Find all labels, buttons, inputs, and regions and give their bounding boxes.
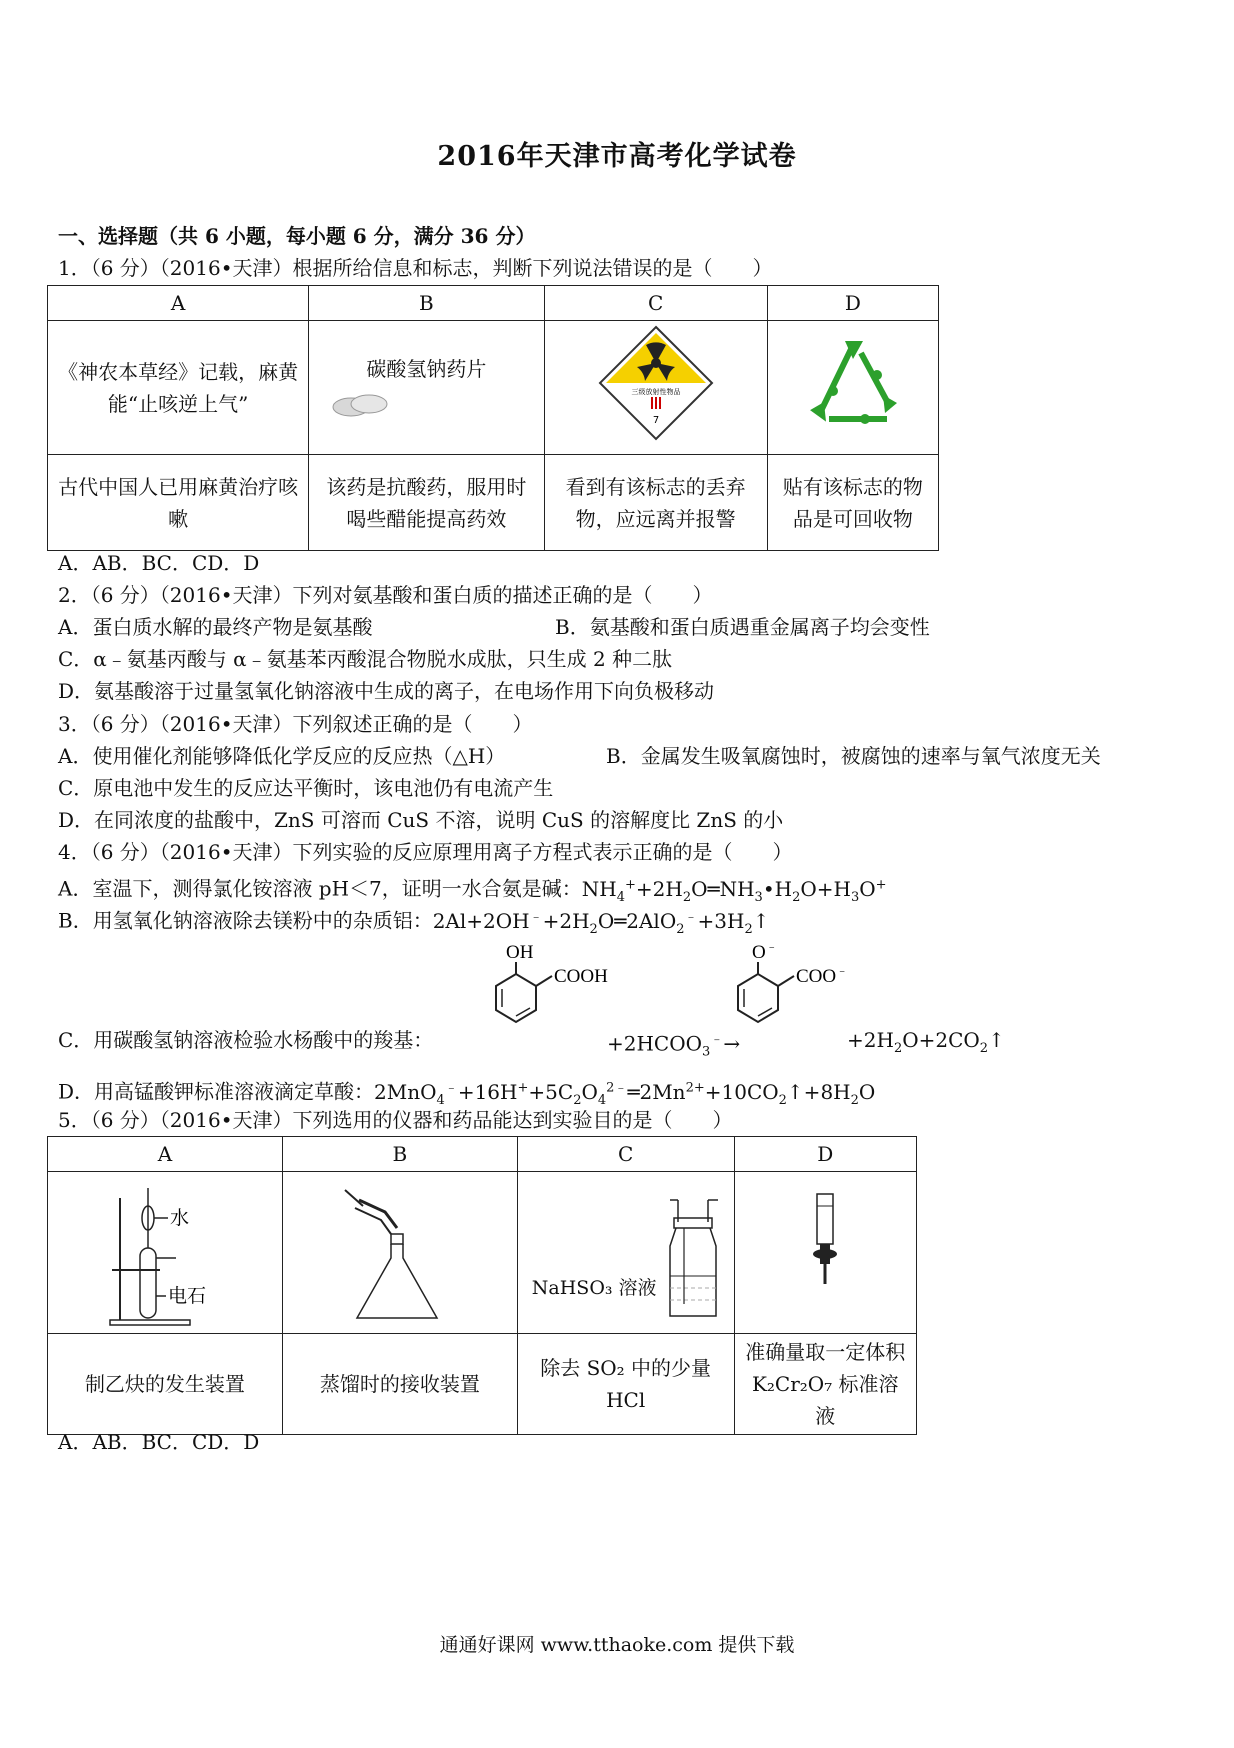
salicylic-acid-structure bbox=[466, 944, 616, 1034]
q5-header-b: B bbox=[282, 1137, 517, 1172]
q1-cell-b-claim: 该药是抗酸药，服用时喝些醋能提高药效 bbox=[309, 455, 544, 551]
q4-d-text: D．用高锰酸钾标准溶液滴定草酸： bbox=[58, 1079, 375, 1104]
nahso3-label: NaHSO₃ 溶液 bbox=[531, 1277, 657, 1299]
q1-cell-b-info bbox=[309, 321, 544, 455]
q1-header-b: B bbox=[309, 286, 544, 321]
q5-cell-c-figure bbox=[517, 1172, 734, 1334]
q1-options: A．AB．BC．CD．D bbox=[58, 551, 260, 575]
q4-c-reagent: $+2HCOO_3^﹣\to$ bbox=[607, 1031, 741, 1060]
q4-c-text: C．用碳酸氢钠溶液检验水杨酸中的羧基： bbox=[58, 1028, 434, 1052]
phenoxide-label: O﹣ bbox=[752, 944, 778, 963]
hydroxyl-label: OH bbox=[506, 944, 534, 963]
q2-option-b: B．氨基酸和蛋白质遇重金属离子均会变性 bbox=[555, 615, 930, 639]
q1-table bbox=[47, 285, 939, 551]
q1-header-c: C bbox=[544, 286, 767, 321]
q4-option-b bbox=[58, 903, 770, 944]
q5-cell-d-purpose: 准确量取一定体积 K₂Cr₂O₇ 标准溶液 bbox=[734, 1334, 916, 1435]
q4-option-c bbox=[58, 1026, 433, 1054]
q1-cell-a-claim: 古代中国人已用麻黄治疗咳嗽 bbox=[48, 455, 309, 551]
q5-header-a: A bbox=[48, 1137, 283, 1172]
q1-cell-c-sign bbox=[544, 321, 767, 455]
q4-a-equation: $NH_4^++2H_2O═NH_3•H_2O+H_3O^+$ bbox=[581, 876, 887, 905]
section-heading: 一、选择题（共 6 小题，每小题 6 分，满分 36 分） bbox=[58, 224, 536, 248]
carboxyl-label: COOH bbox=[554, 966, 608, 987]
q1-cell-d-claim: 贴有该标志的物品是可回收物 bbox=[767, 455, 938, 551]
q1-b-info-text: 碳酸氢钠药片 bbox=[366, 357, 487, 381]
burette-figure bbox=[795, 1188, 855, 1318]
footer-text: 通通好课网 www.tthaoke.com 提供下载 bbox=[439, 1634, 795, 1656]
tablets-icon bbox=[321, 385, 531, 425]
acetylene-generator-figure bbox=[90, 1178, 240, 1328]
q4-d-equation: $2MnO_4^﹣+16H^++5C_2O_4^{2﹣}═2Mn^{2+}+10CO_2↑+8H_2O$ bbox=[374, 1079, 876, 1108]
salicylate-structure bbox=[708, 944, 858, 1034]
q5-header-d: D bbox=[734, 1137, 916, 1172]
q1-header-a: A bbox=[48, 286, 309, 321]
water-label: 水 bbox=[169, 1206, 189, 1229]
q4-b-equation: $2Al+2OH^﹣+2H_2O═2AlO_2^﹣+3H_2↑$ bbox=[432, 908, 770, 937]
q5-table bbox=[47, 1136, 917, 1435]
q1-stem: 1．（6 分）（2016•天津）根据所给信息和标志，判断下列说法错误的是（ ） bbox=[58, 256, 773, 280]
q5-cell-d-figure bbox=[734, 1172, 916, 1334]
sign-number: 7 bbox=[652, 415, 659, 426]
q4-c-products: $+2H_2O+2CO_2↑$ bbox=[847, 1028, 1005, 1056]
q5-stem: 5．（6 分）（2016•天津）下列选用的仪器和药品能达到实验目的是（ ） bbox=[58, 1108, 733, 1132]
sign-caption: 三级放射性物品 bbox=[631, 388, 681, 396]
q3-option-a: A．使用催化剂能够降低化学反应的反应热（△H） bbox=[58, 744, 506, 768]
q5-cell-b-purpose: 蒸馏时的接收装置 bbox=[282, 1334, 517, 1435]
q1-cell-a-info bbox=[48, 321, 309, 455]
distillation-receiver-figure bbox=[325, 1178, 475, 1328]
radioactive-sign-icon bbox=[596, 323, 716, 443]
page-title: 2016年天津市高考化学试卷 bbox=[437, 141, 797, 172]
recycle-icon bbox=[803, 333, 903, 433]
gas-washing-bottle-figure bbox=[664, 1192, 724, 1322]
q4-stem: 4．（6 分）（2016•天津）下列实验的反应原理用离子方程式表示正确的是（ ） bbox=[58, 840, 793, 864]
carboxylate-label: COO﹣ bbox=[796, 963, 849, 987]
q3-option-b: B．金属发生吸氧腐蚀时，被腐蚀的速率与氧气浓度无关 bbox=[606, 744, 1101, 768]
q1-cell-d-sign bbox=[767, 321, 938, 455]
q2-option-d: D．氨基酸溶于过量氢氧化钠溶液中生成的离子，在电场作用下向负极移动 bbox=[58, 679, 715, 703]
q4-b-text: B．用氢氧化钠溶液除去镁粉中的杂质铝： bbox=[58, 908, 433, 933]
q4-a-text: A．室温下，测得氯化铵溶液 pH＜7，证明一水合氨是碱： bbox=[58, 876, 582, 901]
q5-header-c: C bbox=[517, 1137, 734, 1172]
q1-header-d: D bbox=[767, 286, 938, 321]
q5-options: A．AB．BC．CD．D bbox=[58, 1430, 260, 1454]
q2-stem: 2．（6 分）（2016•天津）下列对氨基酸和蛋白质的描述正确的是（ ） bbox=[58, 583, 713, 607]
q5-cell-a-purpose: 制乙炔的发生装置 bbox=[48, 1334, 283, 1435]
q3-option-c: C．原电池中发生的反应达平衡时，该电池仍有电流产生 bbox=[58, 776, 554, 800]
q1-cell-c-claim: 看到有该标志的丢弃物，应远离并报警 bbox=[544, 455, 767, 551]
q3-stem: 3．（6 分）（2016•天津）下列叙述正确的是（ ） bbox=[58, 712, 533, 736]
q5-cell-c-purpose: 除去 SO₂ 中的少量 HCl bbox=[517, 1334, 734, 1435]
q5-cell-a-figure bbox=[48, 1172, 283, 1334]
q2-option-a: A．蛋白质水解的最终产物是氨基酸 bbox=[58, 615, 373, 639]
q1-a-info-text: 《神农本草经》记载，麻黄能“止咳逆上气” bbox=[58, 359, 299, 416]
carbide-label: 电石 bbox=[167, 1284, 206, 1307]
q5-cell-b-figure bbox=[282, 1172, 517, 1334]
q2-option-c: C．α﹣氨基丙酸与 α﹣氨基苯丙酸混合物脱水成肽，只生成 2 种二肽 bbox=[58, 647, 673, 671]
q3-option-d: D．在同浓度的盐酸中，ZnS 可溶而 CuS 不溶，说明 CuS 的溶解度比 ZnS 的小 bbox=[58, 808, 784, 832]
